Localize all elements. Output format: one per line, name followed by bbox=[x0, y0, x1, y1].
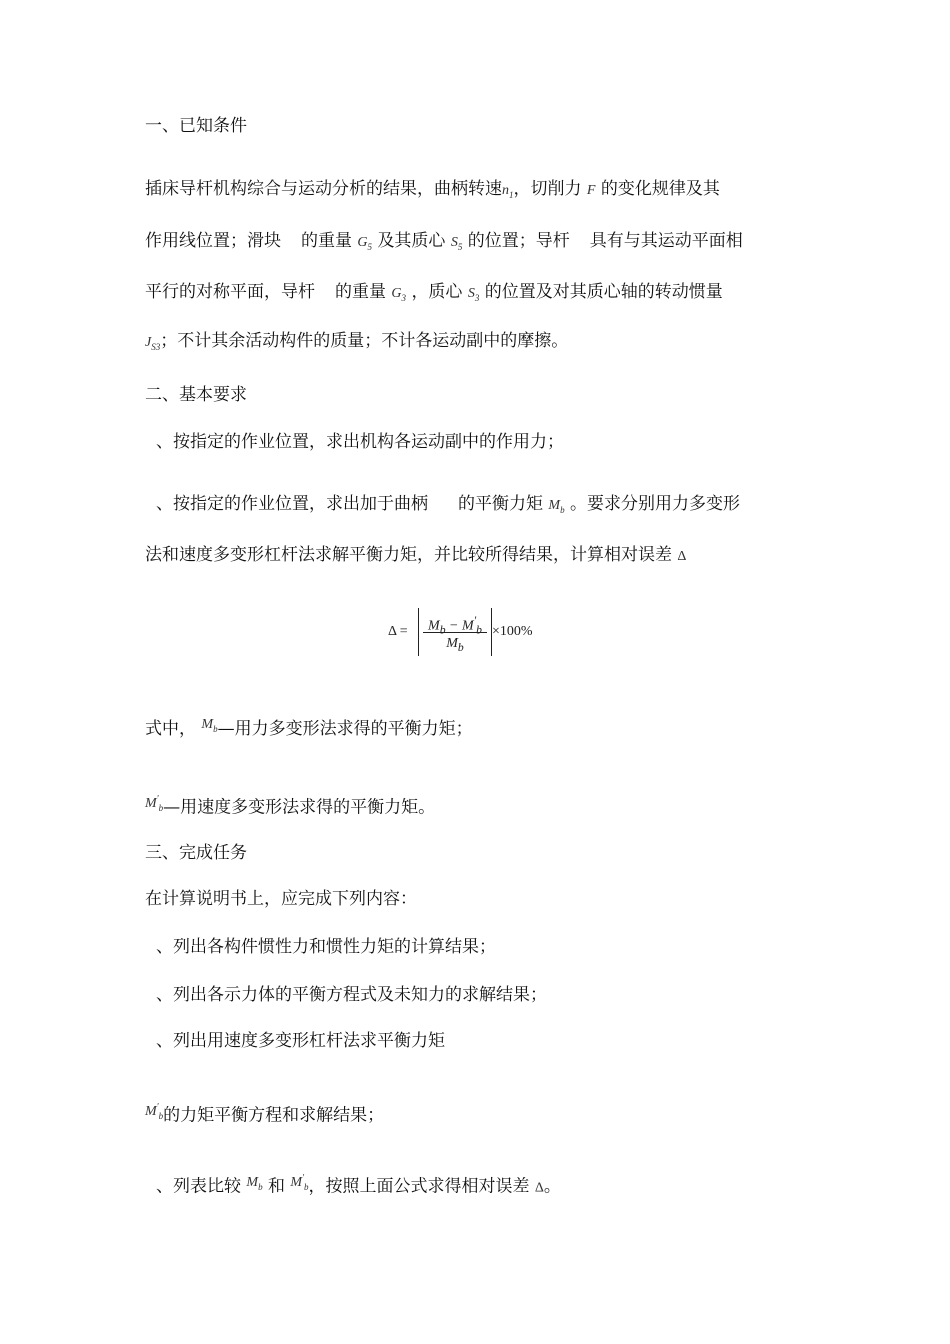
symbol-G3: $G_3$ bbox=[391, 286, 407, 303]
section2-item1: 、按指定的作业位置，求出机构各运动副中的作用力； bbox=[156, 432, 564, 452]
text: ，切削力 bbox=[513, 179, 582, 199]
formula-denominator: $M_b$ bbox=[446, 636, 464, 654]
section3-intro: 在计算说明书上，应完成下列内容： bbox=[145, 889, 417, 909]
section3-item3-cont: $^{M'_b}$的力矩平衡方程和求解结果； bbox=[145, 1101, 385, 1126]
section1-line3: 平行的对称平面，导杆 的重量 $G_3$ ，质心 $S_3$ 的位置及对其质心轴的转动惯量 bbox=[145, 282, 723, 303]
symbol-G5: $G_5$ bbox=[357, 235, 373, 252]
symbol-Mb: Mb bbox=[201, 717, 218, 734]
section2-item2: 、按指定的作业位置，求出加于曲柄 的平衡力矩 $M_b$ 。要求分别用力多变形 bbox=[156, 494, 740, 515]
text: 插床导杆机构综合与运动分析的结果，曲柄转速 bbox=[145, 179, 502, 199]
section3-item2: 、列出各示力体的平衡方程式及未知力的求解结果； bbox=[156, 985, 547, 1005]
section2-heading: 二、基本要求 bbox=[145, 385, 247, 405]
note-mb: 式中， $^{M_b}$—用力多变形法求得的平衡力矩； bbox=[145, 717, 473, 739]
symbol-J: $J_{S3}$ bbox=[145, 335, 161, 352]
section3-item3: 、列出用速度多变形杠杆法求平衡力矩 bbox=[156, 1031, 445, 1051]
text: 的变化规律及其 bbox=[600, 179, 720, 199]
symbol-Mb: $M_b$ bbox=[548, 498, 565, 515]
symbol-F: F bbox=[586, 183, 596, 198]
symbol-Mb-prime: M'b bbox=[290, 1172, 309, 1192]
note-mb-prime: $^{M'_b}$—用速度多变形法求得的平衡力矩。 bbox=[145, 793, 436, 818]
symbol-Mb: Mb bbox=[246, 1174, 263, 1192]
symbol-Mb-prime: M'b bbox=[145, 1101, 164, 1121]
section3-heading: 三、完成任务 bbox=[145, 843, 247, 863]
section1-line2: 作用线位置；滑块 的重量 $G_5$ 及其质心 $S_5$ 的位置；导杆 具有与其运动平面相 bbox=[145, 231, 743, 252]
symbol-S3: $S_3$ bbox=[467, 286, 480, 303]
section1-heading: 一、已知条件 bbox=[145, 116, 247, 136]
formula-lhs: Δ = bbox=[388, 624, 408, 639]
fraction-bar bbox=[423, 632, 487, 633]
symbol-S5: $S_5$ bbox=[450, 235, 463, 252]
delta-symbol: Δ bbox=[534, 1180, 544, 1196]
section1-line4: $J_{S3}$；不计其余活动构件的质量；不计各运动副中的摩擦。 bbox=[145, 331, 569, 352]
symbol-n1: $n_1$ bbox=[502, 183, 514, 200]
delta-symbol: Δ bbox=[677, 549, 687, 564]
formula-absolute-value bbox=[418, 608, 492, 656]
section3-item1: 、列出各构件惯性力和惯性力矩的计算结果； bbox=[156, 937, 496, 957]
section1-line1 bbox=[145, 177, 720, 207]
formula-rhs: ×100% bbox=[492, 624, 533, 639]
formula-numerator: $M_b - M'_b$ bbox=[428, 614, 482, 637]
section2-item2-cont: 法和速度多变形杠杆法求解平衡力矩，并比较所得结果，计算相对误差 Δ bbox=[145, 545, 687, 565]
symbol-Mb-prime: M'b bbox=[145, 793, 164, 813]
section3-item4: 、列表比较 $^{M_b}$ 和 $^{M'_b}$，按照上面公式求得相对误差 Δ。 bbox=[156, 1172, 561, 1197]
